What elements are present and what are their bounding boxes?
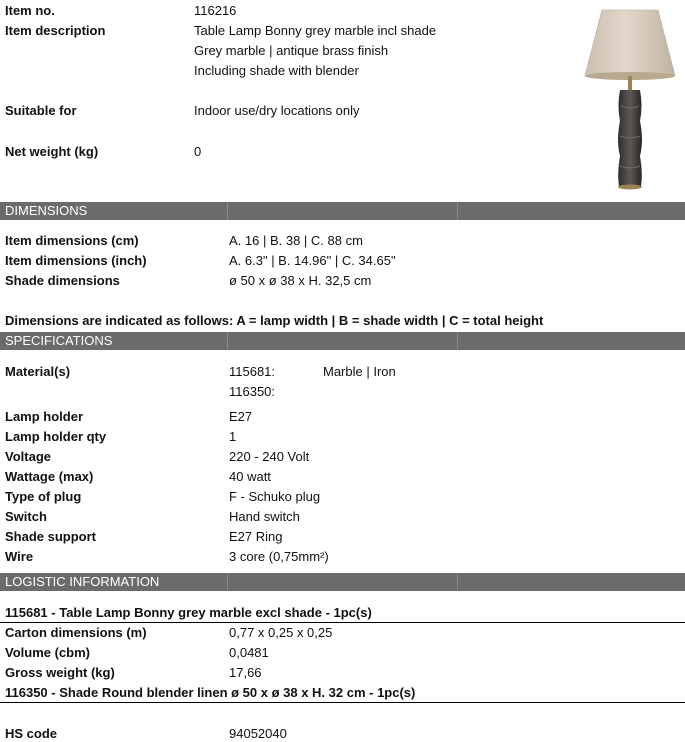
item-description-label: Item description: [5, 23, 106, 38]
logistics-value: 0,0481: [229, 645, 269, 660]
spec-value: 1: [229, 429, 237, 444]
dimension-value: A. 6.3" | B. 14.96" | C. 34.65": [229, 253, 396, 268]
spec-label: Type of plug: [5, 489, 82, 504]
spec-label: Voltage: [5, 449, 51, 464]
lamp-brass-stem: [628, 76, 632, 90]
dimensions-section-header: [0, 202, 685, 220]
suitable-for-label: Suitable for: [5, 103, 77, 118]
logistics-value: 17,66: [229, 665, 262, 680]
item-description-line: Grey marble | antique brass finish: [194, 43, 389, 58]
dimension-value: ø 50 x ø 38 x H. 32,5 cm: [229, 273, 372, 288]
spec-label: Lamp holder: [5, 409, 84, 424]
lamp-shade: [585, 10, 675, 76]
divider: [0, 702, 685, 703]
dimension-value: A. 16 | B. 38 | C. 88 cm: [229, 233, 363, 248]
spec-label: Wattage (max): [5, 469, 94, 484]
materials-label: Material(s): [5, 364, 71, 379]
spec-label: Switch: [5, 509, 47, 524]
spec-value: 40 watt: [229, 469, 271, 484]
material-code: 116350:: [229, 384, 276, 399]
lamp-foot: [618, 185, 642, 190]
dimension-label: Item dimensions (inch): [5, 253, 147, 268]
spec-value: 220 - 240 Volt: [229, 449, 310, 464]
material-code: 115681:: [229, 364, 276, 379]
specifications-section-title: SPECIFICATIONS: [5, 333, 113, 348]
logistics-section-title: LOGISTIC INFORMATION: [5, 574, 160, 589]
spec-value: Hand switch: [229, 509, 300, 524]
logistics-product-title: 116350 - Shade Round blender linen ø 50 x ø 38 x H. 32 cm - 1pc(s): [5, 685, 416, 700]
spec-value: E27: [229, 409, 253, 424]
item-no-value: 116216: [194, 3, 237, 18]
spec-label: Lamp holder qty: [5, 429, 107, 444]
item-no-label: Item no.: [5, 3, 55, 18]
spec-label: Shade support: [5, 529, 97, 544]
item-description-line: Table Lamp Bonny grey marble incl shade: [194, 23, 437, 38]
item-description-line: Including shade with blender: [194, 63, 359, 78]
divider: [0, 622, 685, 623]
hs-code-value: 94052040: [229, 726, 287, 741]
material-value: Marble | Iron: [323, 364, 396, 379]
spec-value: E27 Ring: [229, 529, 283, 544]
dimensions-section-title: DIMENSIONS: [5, 203, 88, 218]
logistics-label: Carton dimensions (m): [5, 625, 147, 640]
specifications-section-header: [0, 332, 685, 350]
logistics-value: 0,77 x 0,25 x 0,25: [229, 625, 333, 640]
logistics-label: Gross weight (kg): [5, 665, 115, 680]
dimension-label: Item dimensions (cm): [5, 233, 139, 248]
logistics-section-header: [0, 573, 685, 591]
dimensions-note: Dimensions are indicated as follows: A = lamp width | B = shade width | C = total height: [5, 313, 544, 328]
spec-value: F - Schuko plug: [229, 489, 321, 504]
net-weight-label: Net weight (kg): [5, 144, 99, 159]
spec-label: Wire: [5, 549, 34, 564]
logistics-product-title: 115681 - Table Lamp Bonny grey marble excl shade - 1pc(s): [5, 605, 372, 620]
lamp-product-image: [580, 6, 680, 192]
suitable-for-value: Indoor use/dry locations only: [194, 103, 360, 118]
net-weight-value: 0: [194, 144, 202, 159]
logistics-label: Volume (cbm): [5, 645, 90, 660]
hs-code-label: HS code: [5, 726, 58, 741]
dimension-label: Shade dimensions: [5, 273, 120, 288]
spec-value: 3 core (0,75mm²): [229, 549, 329, 564]
